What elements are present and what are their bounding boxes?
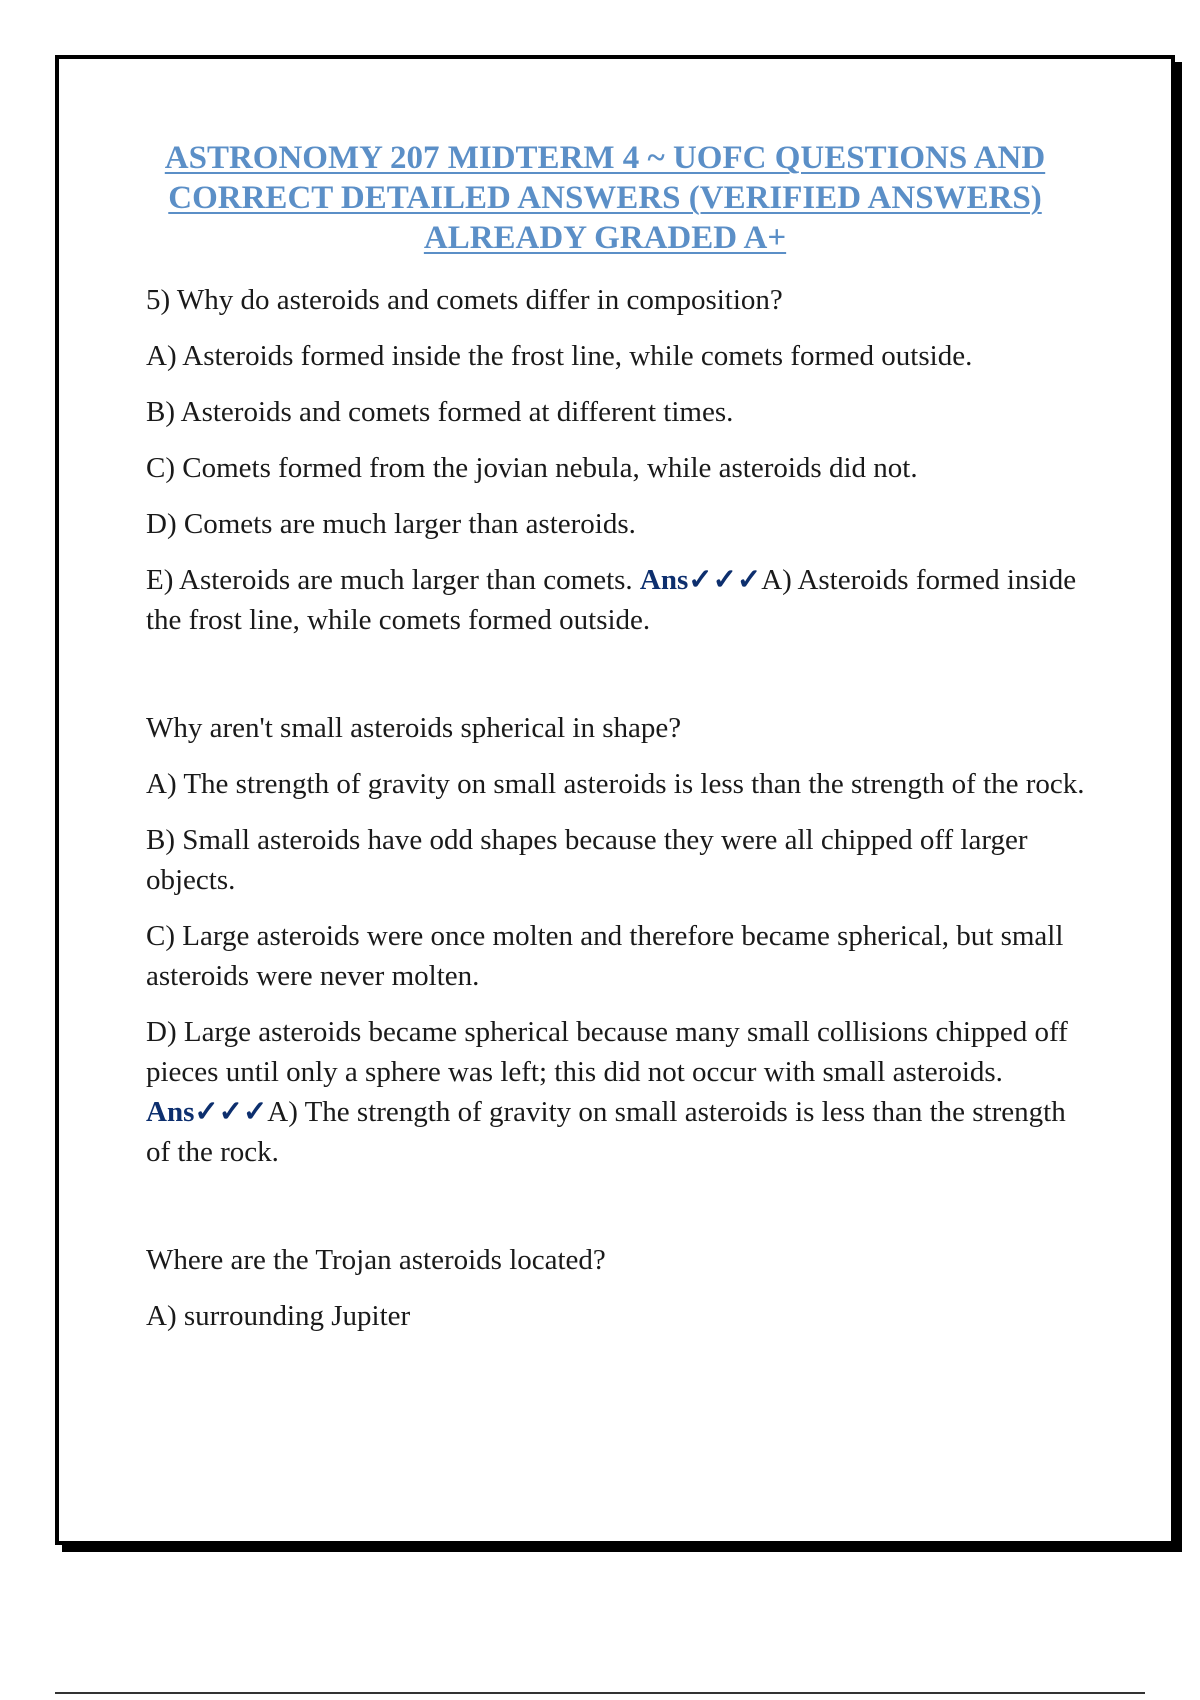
q2-answer-marker: Ans✓✓✓ xyxy=(146,1096,268,1128)
q2-option-a: A) The strength of gravity on small asteroids is less than the strength of the rock. xyxy=(146,768,1085,800)
document-title xyxy=(145,138,1065,258)
q1-option-e: E) Asteroids are much larger than comets. xyxy=(146,564,633,596)
q1-option-d: D) Comets are much larger than asteroids. xyxy=(146,508,636,540)
q1-option-c: C) Comets formed from the jovian nebula, while asteroids did not. xyxy=(146,452,918,484)
question-1: 5) Why do asteroids and comets differ in composition? xyxy=(146,284,783,316)
q2-answer-text: A) The strength of gravity on small asteroids is less than the strength of the rock. xyxy=(146,1096,1066,1168)
q1-answer-text: A) Asteroids formed inside the frost line, while comets formed outside. xyxy=(146,564,1077,636)
q3-option-a: A) surrounding Jupiter xyxy=(146,1300,411,1332)
q1-answer-marker: Ans✓✓✓ xyxy=(639,564,762,596)
q2-option-d-with-answer xyxy=(146,1012,1096,1172)
questions-content xyxy=(146,280,1096,1352)
q2-option-c: C) Large asteroids were once molten and therefore became spherical, but small asteroids were never molten. xyxy=(146,920,1064,992)
q1-option-b: B) Asteroids and comets formed at different times. xyxy=(146,396,734,428)
q1-option-e-with-answer xyxy=(146,560,1096,640)
title-line-1: ASTRONOMY 207 MIDTERM 4 ~ UOFC QUESTIONS AND xyxy=(164,140,1046,176)
question-3: Where are the Trojan asteroids located? xyxy=(146,1244,606,1276)
question-2: Why aren't small asteroids spherical in shape? xyxy=(146,712,682,744)
q2-option-d: D) Large asteroids became spherical because many small collisions chipped off pieces until only a sphere was left; this did not occur with small asteroids. xyxy=(146,1016,1068,1088)
title-line-2: CORRECT DETAILED ANSWERS (VERIFIED ANSWERS) xyxy=(168,180,1042,216)
title-line-3: ALREADY GRADED A+ xyxy=(423,220,787,256)
q2-option-b: B) Small asteroids have odd shapes because they were all chipped off larger objects. xyxy=(146,824,1028,896)
bottom-divider xyxy=(55,1692,1145,1694)
q1-option-a: A) Asteroids formed inside the frost line, while comets formed outside. xyxy=(146,340,973,372)
